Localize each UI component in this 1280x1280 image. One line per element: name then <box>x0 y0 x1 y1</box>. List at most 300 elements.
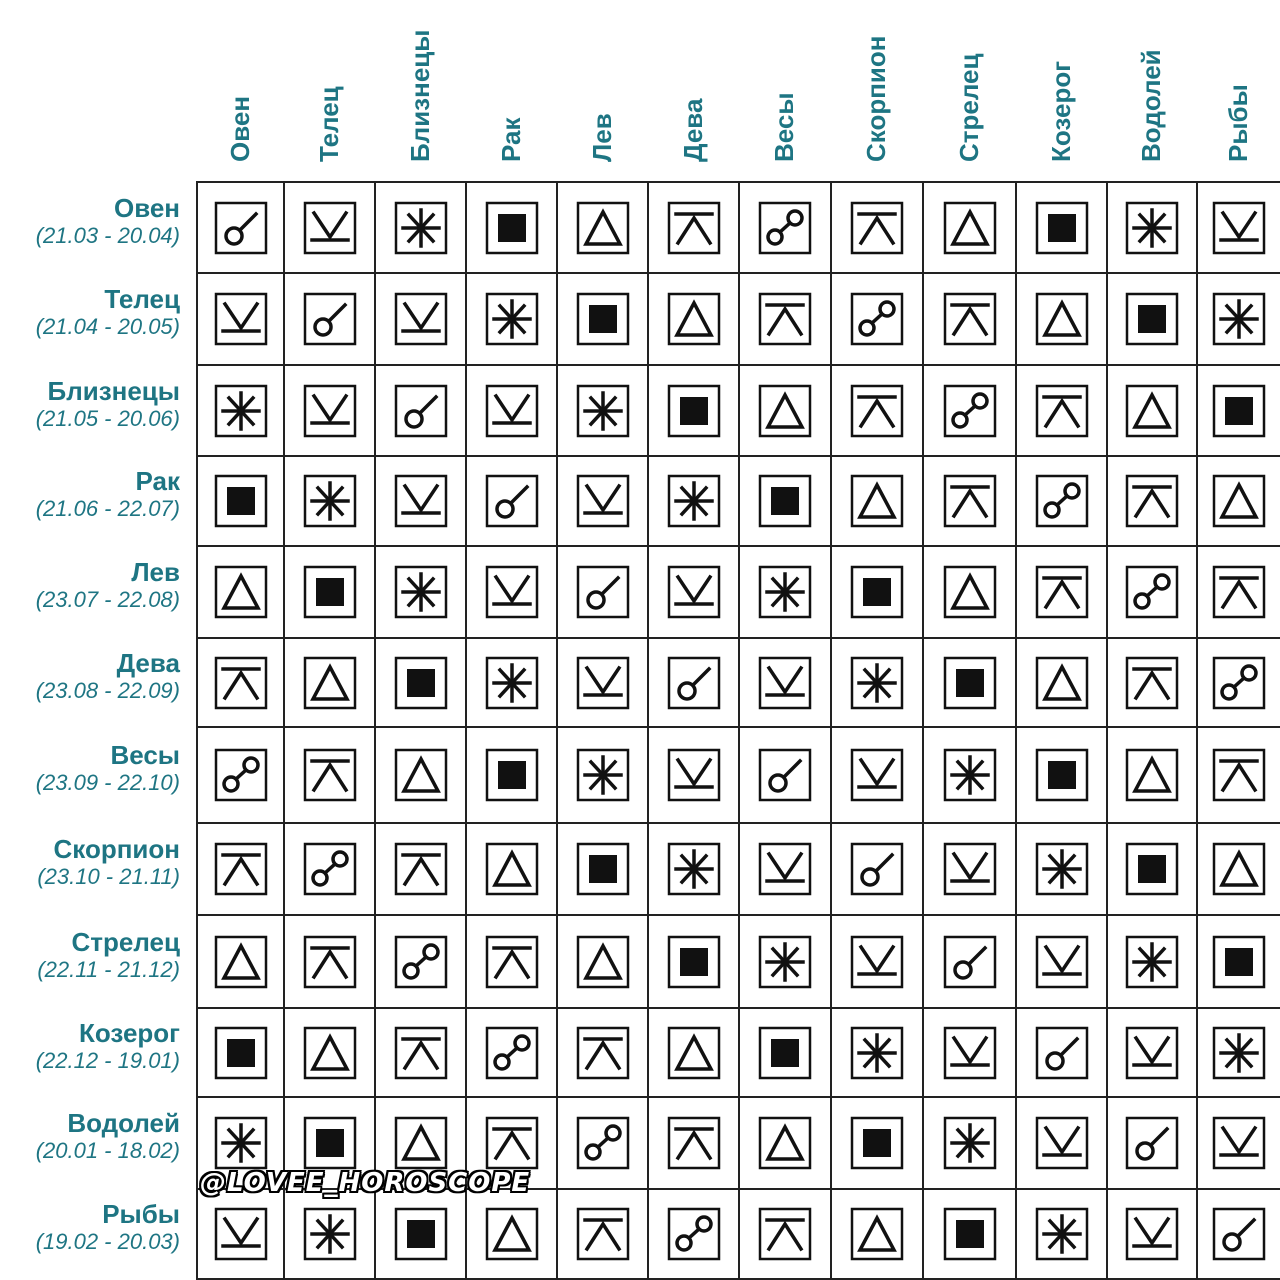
quincunx-icon <box>394 1026 448 1080</box>
aspect-cell <box>465 455 558 547</box>
aspect-cell <box>1106 822 1198 916</box>
sextile-icon <box>1212 292 1266 346</box>
aspect-cell <box>738 1188 832 1280</box>
semisextile-icon <box>303 201 357 255</box>
opposition-icon <box>1035 474 1089 528</box>
sextile-icon <box>850 1026 904 1080</box>
aspect-cell <box>1015 181 1108 274</box>
quincunx-icon <box>667 1116 721 1170</box>
trine-icon <box>576 935 630 989</box>
aspect-cell <box>374 914 467 1009</box>
row-sign-dates: (23.08 - 22.09) <box>35 677 180 703</box>
aspect-cell <box>283 272 376 366</box>
square-icon <box>758 1026 812 1080</box>
row-header-9 <box>0 927 180 983</box>
quincunx-icon <box>943 474 997 528</box>
aspect-cell <box>1106 545 1198 639</box>
aspect-cell <box>374 181 467 274</box>
conjunction-icon <box>667 656 721 710</box>
aspect-cell <box>283 914 376 1009</box>
square-icon <box>758 474 812 528</box>
aspect-cell <box>556 455 649 547</box>
aspect-cell <box>465 822 558 916</box>
row-sign-name: Близнецы <box>47 375 180 406</box>
aspect-cell <box>1106 914 1198 1009</box>
conjunction-icon <box>943 935 997 989</box>
aspect-cell <box>830 1007 924 1098</box>
semisextile-icon <box>1125 1026 1179 1080</box>
aspect-cell <box>196 181 285 274</box>
square-icon <box>303 565 357 619</box>
aspect-cell <box>465 272 558 366</box>
column-header-label: Близнецы <box>404 29 435 162</box>
conjunction-icon <box>394 384 448 438</box>
semisextile-icon <box>1035 935 1089 989</box>
aspect-cell <box>556 637 649 728</box>
row-sign-dates: (22.11 - 21.12) <box>37 956 180 982</box>
aspect-cell <box>1196 1007 1280 1098</box>
quincunx-icon <box>1035 384 1089 438</box>
aspect-cell <box>922 181 1017 274</box>
row-header-6 <box>0 648 180 704</box>
aspect-cell <box>738 914 832 1009</box>
aspect-cell <box>1015 822 1108 916</box>
sextile-icon <box>667 842 721 896</box>
row-sign-dates: (20.01 - 18.02) <box>35 1138 180 1163</box>
aspect-cell <box>1196 1096 1280 1190</box>
quincunx-icon <box>303 935 357 989</box>
semisextile-icon <box>214 1207 268 1261</box>
aspect-cell <box>922 1188 1017 1280</box>
aspect-cell <box>283 637 376 728</box>
row-sign-name: Дева <box>116 647 180 678</box>
square-icon <box>303 1116 357 1170</box>
sextile-icon <box>485 292 539 346</box>
aspect-cell <box>374 726 467 824</box>
aspect-cell <box>830 272 924 366</box>
aspect-cell <box>922 272 1017 366</box>
aspect-cell <box>830 1096 924 1190</box>
aspect-cell <box>465 726 558 824</box>
row-header-4 <box>0 466 180 522</box>
quincunx-icon <box>1035 565 1089 619</box>
square-icon <box>943 1207 997 1261</box>
aspect-cell <box>922 455 1017 547</box>
aspect-cell <box>465 637 558 728</box>
aspect-cell <box>374 455 467 547</box>
opposition-icon <box>214 748 268 802</box>
square-icon <box>1035 201 1089 255</box>
trine-icon <box>758 1116 812 1170</box>
trine-icon <box>758 384 812 438</box>
semisextile-icon <box>1212 1116 1266 1170</box>
opposition-icon <box>485 1026 539 1080</box>
column-header-label: Овен <box>224 95 255 162</box>
semisextile-icon <box>850 748 904 802</box>
row-sign-name: Весы <box>110 740 180 770</box>
square-icon <box>214 1026 268 1080</box>
aspect-cell <box>922 545 1017 639</box>
quincunx-icon <box>1125 474 1179 528</box>
trine-icon <box>1125 384 1179 438</box>
trine-icon <box>850 474 904 528</box>
quincunx-icon <box>667 201 721 255</box>
sextile-icon <box>394 565 448 619</box>
square-icon <box>394 1207 448 1261</box>
aspect-cell <box>1015 1007 1108 1098</box>
semisextile-icon <box>394 474 448 528</box>
row-sign-dates: (21.06 - 22.07) <box>35 496 180 521</box>
opposition-icon <box>667 1207 721 1261</box>
row-sign-name: Скорпион <box>53 834 180 864</box>
square-icon <box>394 656 448 710</box>
trine-icon <box>576 201 630 255</box>
row-sign-name: Водолей <box>67 1108 180 1138</box>
semisextile-icon <box>943 842 997 896</box>
aspect-cell <box>1015 455 1108 547</box>
aspect-cell <box>922 914 1017 1009</box>
trine-icon <box>214 565 268 619</box>
aspect-cell <box>922 822 1017 916</box>
sextile-icon <box>943 1116 997 1170</box>
trine-icon <box>1212 474 1266 528</box>
aspect-cell <box>196 914 285 1009</box>
square-icon <box>1212 935 1266 989</box>
sextile-icon <box>943 748 997 802</box>
square-icon <box>214 474 268 528</box>
row-header-1 <box>0 193 180 249</box>
trine-icon <box>667 292 721 346</box>
trine-icon <box>485 1207 539 1261</box>
aspect-cell <box>647 545 740 639</box>
aspect-cell <box>1106 1007 1198 1098</box>
trine-icon <box>1125 748 1179 802</box>
conjunction-icon <box>850 842 904 896</box>
aspect-cell <box>830 822 924 916</box>
row-sign-name: Козерог <box>78 1017 180 1048</box>
aspect-grid <box>196 181 1280 1278</box>
row-header-3 <box>0 376 180 432</box>
semisextile-icon <box>214 292 268 346</box>
aspect-cell <box>830 545 924 639</box>
aspect-cell <box>830 181 924 274</box>
aspect-cell <box>922 1096 1017 1190</box>
row-sign-dates: (22.12 - 19.01) <box>35 1047 180 1073</box>
conjunction-icon <box>1125 1116 1179 1170</box>
aspect-cell <box>738 455 832 547</box>
sextile-icon <box>214 384 268 438</box>
quincunx-icon <box>758 292 812 346</box>
conjunction-icon <box>1212 1207 1266 1261</box>
semisextile-icon <box>758 656 812 710</box>
sextile-icon <box>394 201 448 255</box>
square-icon <box>667 935 721 989</box>
aspect-cell <box>830 455 924 547</box>
aspect-cell <box>1196 272 1280 366</box>
row-sign-dates: (23.07 - 22.08) <box>35 587 180 612</box>
opposition-icon <box>1125 565 1179 619</box>
aspect-cell <box>1196 181 1280 274</box>
row-header-11 <box>0 1108 180 1164</box>
row-sign-name: Рак <box>135 466 180 496</box>
aspect-cell <box>465 1007 558 1098</box>
aspect-cell <box>1015 545 1108 639</box>
quincunx-icon <box>576 1207 630 1261</box>
aspect-cell <box>830 364 924 457</box>
quincunx-icon <box>1212 565 1266 619</box>
aspect-cell <box>647 364 740 457</box>
sextile-icon <box>850 656 904 710</box>
aspect-cell <box>465 914 558 1009</box>
aspect-cell <box>556 1007 649 1098</box>
aspect-cell <box>283 726 376 824</box>
row-sign-dates: (21.03 - 20.04) <box>35 222 180 248</box>
row-sign-name: Рыбы <box>102 1199 180 1229</box>
aspect-cell <box>374 1188 467 1280</box>
sextile-icon <box>1212 1026 1266 1080</box>
aspect-cell <box>738 1096 832 1190</box>
semisextile-icon <box>1125 1207 1179 1261</box>
aspect-cell <box>1106 637 1198 728</box>
row-header-8 <box>0 834 180 890</box>
aspect-cell <box>830 637 924 728</box>
sextile-icon <box>1125 201 1179 255</box>
aspect-cell <box>374 822 467 916</box>
row-header-10 <box>0 1018 180 1074</box>
quincunx-icon <box>485 1116 539 1170</box>
aspect-cell <box>1196 726 1280 824</box>
aspect-cell <box>738 726 832 824</box>
aspect-cell <box>738 364 832 457</box>
column-header-label: Рыбы <box>1223 84 1253 162</box>
aspect-cell <box>196 726 285 824</box>
aspect-cell <box>1196 364 1280 457</box>
aspect-cell <box>556 1096 649 1190</box>
aspect-cell <box>738 1007 832 1098</box>
square-icon <box>576 842 630 896</box>
quincunx-icon <box>214 842 268 896</box>
sextile-icon <box>303 1207 357 1261</box>
square-icon <box>850 1116 904 1170</box>
sextile-icon <box>667 474 721 528</box>
trine-icon <box>850 1207 904 1261</box>
semisextile-icon <box>576 656 630 710</box>
semisextile-icon <box>394 292 448 346</box>
quincunx-icon <box>1125 656 1179 710</box>
sextile-icon <box>303 474 357 528</box>
square-icon <box>943 656 997 710</box>
aspect-cell <box>556 726 649 824</box>
square-icon <box>485 748 539 802</box>
aspect-cell <box>647 1096 740 1190</box>
aspect-cell <box>1196 822 1280 916</box>
semisextile-icon <box>758 842 812 896</box>
aspect-cell <box>738 272 832 366</box>
aspect-cell <box>1015 726 1108 824</box>
square-icon <box>576 292 630 346</box>
square-icon <box>1212 384 1266 438</box>
column-header-label: Дева <box>677 98 708 162</box>
aspect-cell <box>647 272 740 366</box>
aspect-cell <box>738 637 832 728</box>
sextile-icon <box>576 384 630 438</box>
aspect-cell <box>1106 1188 1198 1280</box>
semisextile-icon <box>576 474 630 528</box>
aspect-cell <box>1015 1188 1108 1280</box>
aspect-cell <box>465 181 558 274</box>
sextile-icon <box>758 565 812 619</box>
trine-icon <box>1035 656 1089 710</box>
sextile-icon <box>214 1116 268 1170</box>
row-sign-dates: (23.09 - 22.10) <box>35 770 180 795</box>
aspect-cell <box>196 1007 285 1098</box>
square-icon <box>1125 842 1179 896</box>
sextile-icon <box>1035 1207 1089 1261</box>
trine-icon <box>394 748 448 802</box>
aspect-cell <box>738 822 832 916</box>
row-header-12 <box>0 1199 180 1255</box>
trine-icon <box>943 201 997 255</box>
aspect-cell <box>1106 455 1198 547</box>
aspect-cell <box>374 272 467 366</box>
column-header-label: Водолей <box>1136 49 1166 162</box>
aspect-cell <box>647 1188 740 1280</box>
aspect-cell <box>830 726 924 824</box>
semisextile-icon <box>667 565 721 619</box>
sextile-icon <box>485 656 539 710</box>
semisextile-icon <box>485 384 539 438</box>
conjunction-icon <box>214 201 268 255</box>
aspect-cell <box>374 364 467 457</box>
opposition-icon <box>303 842 357 896</box>
row-header-2 <box>0 284 180 340</box>
aspect-cell <box>647 455 740 547</box>
aspect-cell <box>196 364 285 457</box>
quincunx-icon <box>758 1207 812 1261</box>
aspect-cell <box>922 364 1017 457</box>
quincunx-icon <box>1212 748 1266 802</box>
column-header-label: Лев <box>586 113 617 162</box>
aspect-cell <box>556 914 649 1009</box>
aspect-cell <box>738 181 832 274</box>
column-header-label: Стрелец <box>953 53 984 162</box>
aspect-cell <box>1196 1188 1280 1280</box>
column-header-label: Скорпион <box>861 35 891 162</box>
row-sign-name: Овен <box>113 192 180 223</box>
aspect-cell <box>465 545 558 639</box>
square-icon <box>850 565 904 619</box>
quincunx-icon <box>850 201 904 255</box>
aspect-cell <box>647 1007 740 1098</box>
trine-icon <box>1035 292 1089 346</box>
aspect-cell <box>283 364 376 457</box>
aspect-cell <box>647 726 740 824</box>
trine-icon <box>394 1116 448 1170</box>
row-header-7 <box>0 740 180 796</box>
square-icon <box>485 201 539 255</box>
aspect-cell <box>556 545 649 639</box>
quincunx-icon <box>943 292 997 346</box>
sextile-icon <box>1125 935 1179 989</box>
semisextile-icon <box>943 1026 997 1080</box>
quincunx-icon <box>576 1026 630 1080</box>
aspect-cell <box>1196 914 1280 1009</box>
aspect-cell <box>556 272 649 366</box>
aspect-cell <box>1106 181 1198 274</box>
row-header-5 <box>0 557 180 613</box>
opposition-icon <box>576 1116 630 1170</box>
aspect-cell <box>1015 637 1108 728</box>
trine-icon <box>303 656 357 710</box>
sextile-icon <box>1035 842 1089 896</box>
column-header-label: Телец <box>313 86 344 162</box>
aspect-cell <box>1106 364 1198 457</box>
sextile-icon <box>758 935 812 989</box>
row-sign-dates: (21.04 - 20.05) <box>35 314 180 339</box>
aspect-cell <box>556 822 649 916</box>
semisextile-icon <box>667 748 721 802</box>
aspect-cell <box>922 1007 1017 1098</box>
semisextile-icon <box>850 935 904 989</box>
aspect-cell <box>1015 1096 1108 1190</box>
conjunction-icon <box>485 474 539 528</box>
aspect-cell <box>1196 545 1280 639</box>
semisextile-icon <box>1035 1116 1089 1170</box>
aspect-cell <box>1106 726 1198 824</box>
trine-icon <box>485 842 539 896</box>
opposition-icon <box>850 292 904 346</box>
aspect-cell <box>283 1007 376 1098</box>
trine-icon <box>943 565 997 619</box>
aspect-cell <box>922 726 1017 824</box>
aspect-cell <box>196 822 285 916</box>
aspect-cell <box>647 181 740 274</box>
aspect-cell <box>1106 272 1198 366</box>
row-sign-name: Телец <box>104 284 180 314</box>
aspect-cell <box>283 545 376 639</box>
sextile-icon <box>576 748 630 802</box>
square-icon <box>667 384 721 438</box>
row-sign-dates: (19.02 - 20.03) <box>35 1229 180 1254</box>
conjunction-icon <box>303 292 357 346</box>
quincunx-icon <box>303 748 357 802</box>
semisextile-icon <box>303 384 357 438</box>
square-icon <box>1035 748 1089 802</box>
aspect-cell <box>374 1007 467 1098</box>
aspect-cell <box>1015 364 1108 457</box>
aspect-cell <box>465 364 558 457</box>
aspect-cell <box>196 455 285 547</box>
quincunx-icon <box>214 656 268 710</box>
aspect-cell <box>556 1188 649 1280</box>
aspect-cell <box>1196 637 1280 728</box>
opposition-icon <box>943 384 997 438</box>
row-sign-name: Стрелец <box>71 926 180 957</box>
aspect-cell <box>556 364 649 457</box>
trine-icon <box>214 935 268 989</box>
aspect-cell <box>1015 914 1108 1009</box>
row-sign-dates: (21.05 - 20.06) <box>35 405 180 431</box>
column-header-label: Весы <box>769 92 799 162</box>
aspect-cell <box>465 1188 558 1280</box>
column-header-label: Рак <box>495 117 526 162</box>
quincunx-icon <box>485 935 539 989</box>
row-sign-name: Лев <box>131 557 180 587</box>
watermark: @LOVEE_HOROSCOPE <box>200 1168 531 1198</box>
column-header-label: Козерог <box>1045 60 1076 162</box>
semisextile-icon <box>1212 201 1266 255</box>
aspect-cell <box>196 1188 285 1280</box>
